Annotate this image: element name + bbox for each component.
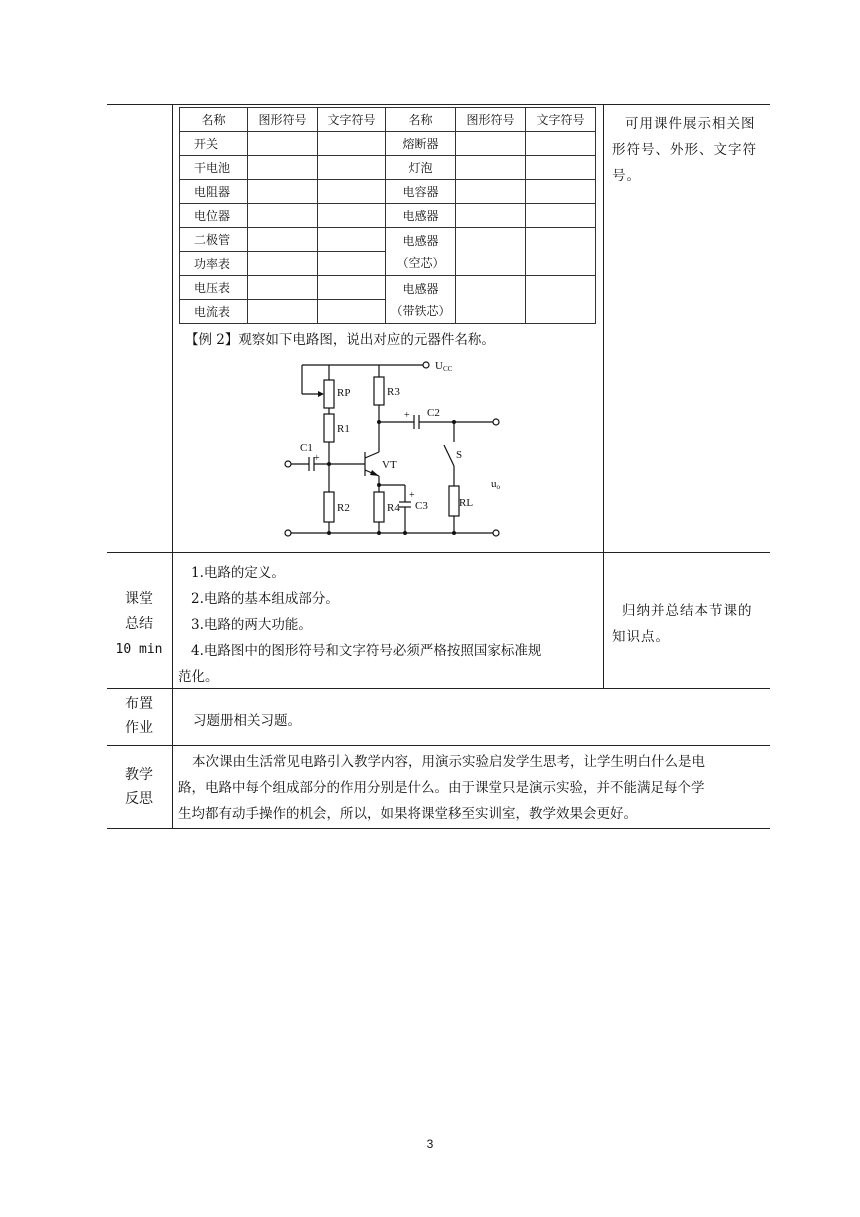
blank-cell — [526, 276, 596, 324]
label-line: 布置 — [125, 696, 153, 712]
blank-cell — [248, 204, 318, 228]
plus-sign: + — [404, 410, 410, 421]
blank-cell — [248, 228, 318, 252]
blank-cell — [318, 276, 386, 300]
label-line: 教学 — [125, 767, 153, 783]
stacked-line: 电感器 — [402, 281, 439, 296]
r3-label: R3 — [387, 386, 400, 398]
r2-label: R2 — [337, 502, 350, 514]
summary-item: 3.电路的两大功能。 — [191, 617, 312, 633]
uo-label: uo — [491, 478, 500, 491]
table-row — [180, 156, 596, 180]
header-graphic-symbol: 图形符号 — [248, 108, 318, 132]
header-name: 名称 — [180, 108, 248, 132]
row-divider-reflection — [107, 745, 770, 746]
homework-label — [104, 692, 174, 740]
table-row — [180, 228, 596, 252]
c2-label: C2 — [427, 407, 440, 419]
table-header-row — [180, 108, 596, 132]
side-note-courseware — [612, 111, 772, 189]
header-graphic-symbol-2: 图形符号 — [456, 108, 526, 132]
label-line: 作业 — [125, 720, 153, 736]
reflection-label — [104, 763, 174, 811]
r1-label: R1 — [337, 423, 350, 435]
component-name: 电位器 — [180, 204, 248, 228]
table-top-border — [107, 104, 770, 105]
component-name: 熔断器 — [386, 132, 456, 156]
blank-cell — [456, 132, 526, 156]
blank-cell — [318, 228, 386, 252]
plus-sign: + — [409, 490, 415, 501]
label-line: 10 min — [115, 642, 163, 657]
component-name: 灯泡 — [386, 156, 456, 180]
c1-label: C1 — [300, 442, 313, 454]
reflection-line: 生均都有动手操作的机会，所以，如果将课堂移至实训室，教学效果会更好。 — [178, 806, 637, 822]
blank-cell — [526, 228, 596, 276]
component-name: 干电池 — [180, 156, 248, 180]
homework-text: 习题册相关习题。 — [193, 713, 301, 729]
blank-cell — [456, 156, 526, 180]
table-row — [180, 204, 596, 228]
side-note-line: 可用课件展示相关图 — [625, 116, 756, 132]
blank-cell — [248, 276, 318, 300]
blank-cell — [248, 252, 318, 276]
component-symbol-table — [179, 107, 596, 324]
ucc-label: UCC — [435, 360, 453, 373]
circuit-diagram — [280, 356, 510, 542]
blank-cell — [526, 204, 596, 228]
blank-cell — [456, 276, 526, 324]
blank-cell — [318, 180, 386, 204]
summary-label — [104, 587, 174, 662]
table-row — [180, 276, 596, 300]
header-name-2: 名称 — [386, 108, 456, 132]
header-text-symbol-2: 文字符号 — [526, 108, 596, 132]
component-name-stacked — [386, 228, 456, 276]
side-note-line: 形符号、外形、文字符 — [612, 142, 757, 158]
blank-cell — [318, 156, 386, 180]
page-number: 3 — [426, 1137, 434, 1151]
blank-cell — [248, 156, 318, 180]
reflection-text — [178, 749, 770, 827]
reflection-line: 本次课由生活常见电路引入教学内容，用演示实验启发学生思考，让学生明白什么是电 — [192, 754, 705, 770]
c3-label: C3 — [415, 500, 428, 512]
blank-cell — [318, 252, 386, 276]
component-name: 开关 — [180, 132, 248, 156]
summary-note — [612, 598, 772, 650]
rl-label: RL — [459, 497, 474, 509]
component-name: 电阻器 — [180, 180, 248, 204]
blank-cell — [318, 300, 386, 324]
header-text-symbol: 文字符号 — [318, 108, 386, 132]
label-line: 总结 — [125, 616, 153, 632]
label-line: 课堂 — [125, 591, 153, 607]
blank-cell — [456, 228, 526, 276]
component-name: 电压表 — [180, 276, 248, 300]
blank-cell — [526, 180, 596, 204]
blank-cell — [318, 204, 386, 228]
blank-cell — [456, 180, 526, 204]
stacked-line: （空芯） — [396, 255, 445, 270]
summary-item: 4.电路图中的图形符号和文字符号必须严格按照国家标准规 — [191, 643, 542, 659]
table-row — [180, 180, 596, 204]
stacked-line: （带铁芯） — [390, 303, 451, 318]
side-note-line: 号。 — [612, 168, 641, 184]
r4-label: R4 — [387, 502, 400, 514]
blank-cell — [456, 204, 526, 228]
switch-s-label: S — [456, 449, 463, 461]
plus-sign: + — [314, 453, 320, 464]
component-name: 电感器 — [386, 204, 456, 228]
row-divider-summary — [107, 552, 770, 553]
component-name: 电容器 — [386, 180, 456, 204]
side-note-line: 知识点。 — [612, 629, 670, 645]
blank-cell — [248, 300, 318, 324]
component-name: 功率表 — [180, 252, 248, 276]
stacked-line: 电感器 — [402, 233, 439, 248]
blank-cell — [318, 132, 386, 156]
side-note-line: 归纳并总结本节课的 — [622, 603, 753, 619]
summary-item: 1.电路的定义。 — [191, 565, 285, 581]
reflection-line: 路，电路中每个组成部分的作用分别是什么。由于课堂只是演示实验，并不能满足每个学 — [178, 780, 705, 796]
rp-label: RP — [337, 387, 351, 399]
example-2-prompt: 【例 2】观察如下电路图，说出对应的元器件名称。 — [185, 332, 495, 348]
table-bottom-border — [107, 828, 770, 829]
blank-cell — [526, 156, 596, 180]
summary-item: 范化。 — [178, 669, 219, 685]
table-row — [180, 132, 596, 156]
summary-list — [178, 560, 603, 690]
column-divider-right-top — [603, 104, 604, 689]
blank-cell — [248, 132, 318, 156]
component-name: 二极管 — [180, 228, 248, 252]
blank-cell — [526, 132, 596, 156]
vt-label: VT — [382, 459, 397, 471]
component-name-stacked — [386, 276, 456, 324]
blank-cell — [248, 180, 318, 204]
component-name: 电流表 — [180, 300, 248, 324]
label-line: 反思 — [125, 791, 153, 807]
summary-item: 2.电路的基本组成部分。 — [191, 591, 339, 607]
